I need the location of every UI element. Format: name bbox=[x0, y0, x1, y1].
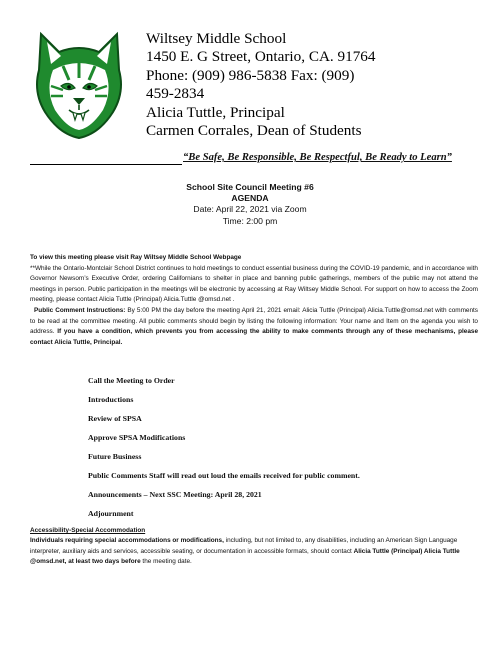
notice-heading: To view this meeting please visit Ray Wiltsey Middle School Webpage bbox=[30, 254, 242, 261]
public-comment-paragraph bbox=[30, 306, 478, 348]
letterhead bbox=[146, 30, 476, 140]
accessibility-heading: Accessibility-Special Accommodation bbox=[30, 527, 146, 534]
school-name: Wiltsey Middle School bbox=[146, 30, 287, 47]
agenda-item-text: Review of SPSA bbox=[88, 414, 142, 423]
accessibility-lead: Individuals requiring special accommodations or modifications, bbox=[30, 537, 224, 545]
agenda-item-text: Adjournment bbox=[88, 509, 134, 518]
principal-name: Alicia Tuttle, Principal bbox=[146, 103, 285, 121]
agenda-item-text: Future Business bbox=[88, 452, 142, 461]
school-fax-cont: 459-2834 bbox=[146, 85, 205, 103]
accessibility-section bbox=[30, 526, 478, 568]
public-comment-condition: If you have a condition, which prevents you from accessing the ability to make comments through any of these mechanisms, please contact Alicia Tuttle, Principal. bbox=[30, 328, 478, 346]
school-phone-fax: Phone: (909) 986-5838 Fax: (909) bbox=[146, 66, 355, 84]
accessibility-contact: Alicia Tuttle (Principal) Alicia Tuttle @omsd.net, at least two days before bbox=[30, 547, 460, 566]
school-motto: “Be Safe, Be Responsible, Be Respectful, Be Ready to Learn” bbox=[183, 152, 452, 163]
agenda-item-text: Call the Meeting to Order bbox=[88, 376, 175, 385]
notice-paragraph: **While the Ontario-Montclair School District continues to hold meetings to conduct essential business during the COVID-19 pandemic, and in accordance with Governor Newsom’s Executive Order, ordering Californians to shelter in place and banning public gatherings, members of the public may not attend the meetings in person. Public participation in the meetings will be electronic by accessing at Ray Wiltsey Middle School. For support on how to access the Zoom meeting, please contact Alicia Tuttle (Principal) Alicia.Tuttle @omsd.net . bbox=[30, 264, 478, 304]
meeting-notice bbox=[30, 253, 478, 348]
agenda-item-text: Approve SPSA Modifications bbox=[88, 433, 186, 442]
meeting-date: Date: April 22, 2021 via Zoom bbox=[193, 204, 307, 215]
motto-rule bbox=[30, 164, 182, 165]
school-address: 1450 E. G Street, Ontario, CA. 91764 bbox=[146, 48, 376, 66]
meeting-header bbox=[0, 182, 500, 227]
public-comment-label: Public Comment Instructions: bbox=[34, 306, 126, 314]
accessibility-paragraph bbox=[30, 536, 478, 567]
public-comment-text: By 5:00 PM the day before the meeting April 21, 2021 email: Alicia Tuttle (Principal) Alicia.Tuttle@omsd.net with comments to be read at the committee meeting. All public comments should begin by listing the following information: Your name and Item on the agenda you wish to address. bbox=[30, 306, 478, 336]
accessibility-tail: the meeting date. bbox=[140, 558, 192, 566]
accessibility-text: including, but not limited to, any disabilities, including an American Sign Language interpreter, auxiliary aids and services, accessible seating, or documentation in accessible formats, should contact bbox=[30, 537, 458, 555]
meeting-time: Time: 2:00 pm bbox=[222, 215, 278, 226]
meeting-title: School Site Council Meeting #6 bbox=[186, 182, 314, 192]
agenda-item-text: Introductions bbox=[88, 395, 134, 404]
agenda-item-text: Public Comments Staff will read out loud the emails received for public comment. bbox=[88, 471, 360, 480]
dean-name: Carmen Corrales, Dean of Students bbox=[146, 122, 362, 140]
wildcat-mascot-icon bbox=[33, 30, 125, 140]
agenda-item-text: Announcements – Next SSC Meeting: April 28, 2021 bbox=[88, 490, 262, 499]
meeting-subtitle: AGENDA bbox=[231, 193, 269, 204]
